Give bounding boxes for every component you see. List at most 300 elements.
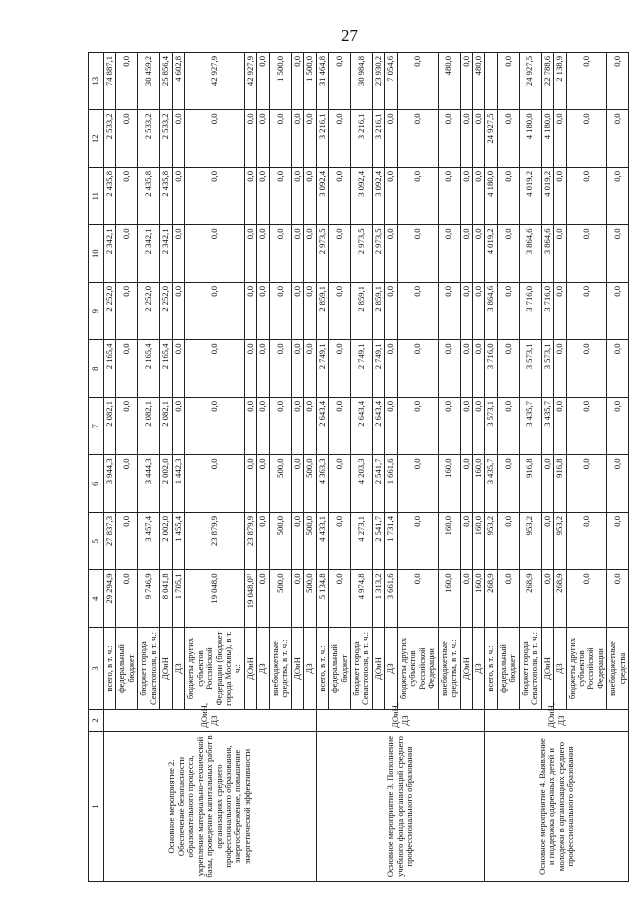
value-cell: 0,0 [116,53,138,111]
value-cell: 0,0 [172,225,184,283]
value-cell: 3 573,1 [519,340,541,398]
value-cell: 0,0 [497,110,519,168]
value-cell: 4 019,2 [485,225,497,283]
value-cell: 0,0 [291,110,303,168]
value-cell: 2 749,1 [316,340,328,398]
value-cell: 3 864,6 [519,225,541,283]
value-cell: 0,0 [497,455,519,513]
value-cell: 1 313,2 [372,570,384,628]
value-cell: 0,0 [185,283,245,341]
value-cell: 2 859,1 [372,283,384,341]
value-cell: 0,0 [460,110,472,168]
funding-source: федеральный бюджет [497,628,519,710]
value-cell: 0,0 [269,340,291,398]
value-cell: 31 464,8 [316,53,328,111]
value-cell: 29 294,9 [104,570,116,628]
value-cell: 1 731,4 [385,513,397,571]
value-cell: 0,0 [438,398,460,456]
value-cell: 0,0 [460,340,472,398]
value-cell: 0,0 [566,398,607,456]
value-cell: 0,0 [257,340,269,398]
value-cell: 0,0 [554,398,566,456]
value-cell: 0,0 [554,225,566,283]
value-cell: 0,0 [172,168,184,226]
value-cell: 160,0 [472,513,484,571]
value-cell: 2 541,7 [372,455,384,513]
value-cell: 500,0 [269,455,291,513]
value-cell: 0,0 [541,455,553,513]
value-cell: 8 041,8 [160,570,172,628]
value-cell: 0,0 [257,570,269,628]
value-cell: 0,0 [172,283,184,341]
funding-source: ДОиН [291,628,303,710]
value-cell: 0,0 [291,168,303,226]
value-cell: 268,9 [519,570,541,628]
value-cell: 1 500,0 [304,53,316,111]
value-cell: 0,0 [607,570,629,628]
table-row [104,53,116,882]
value-cell: 0,0 [460,398,472,456]
value-cell: 0,0 [244,225,256,283]
value-cell: 3 092,4 [316,168,328,226]
value-cell: 2 973,5 [316,225,328,283]
value-cell: 0,0 [257,283,269,341]
value-cell: 2 082,1 [160,398,172,456]
value-cell: 0,0 [607,168,629,226]
value-cell: 0,0 [397,225,438,283]
value-cell: 0,0 [472,110,484,168]
value-cell: 1 500,0 [269,53,291,111]
value-cell: 0,0 [497,168,519,226]
value-cell: 0,0 [541,570,553,628]
value-cell: 0,0 [566,455,607,513]
value-cell: 0,0 [329,570,351,628]
value-cell: 2 165,4 [160,340,172,398]
value-cell: 0,0 [304,225,316,283]
value-cell: 0,0 [385,110,397,168]
value-cell: 0,0 [566,283,607,341]
value-cell: 4 180,0 [519,110,541,168]
value-cell: 0,0 [257,225,269,283]
value-cell: 0,0 [397,110,438,168]
value-cell: 0,0 [566,53,607,111]
measure-name: Основное мероприятие 4. Выявление и поддержка одаренных детей и молодежи в организациях среднего профессионального образования [485,732,629,882]
value-cell: 3 661,6 [385,570,397,628]
value-cell: 27 837,3 [104,513,116,571]
value-cell: 4 602,8 [172,53,184,111]
column-header: 8 [89,340,104,398]
value-cell: 0,0 [269,225,291,283]
value-cell: 0,0 [566,168,607,226]
table-row [316,53,328,882]
value-cell: 0,0 [329,398,351,456]
value-cell: 0,0 [460,225,472,283]
value-cell: 9 746,9 [138,570,160,628]
value-cell: 0,0 [385,340,397,398]
funding-source: бюджеты других субъектов Российской Федерации [566,628,607,710]
value-cell: 0,0 [257,455,269,513]
empty-cell [485,53,497,111]
value-cell: 2 533,2 [138,110,160,168]
value-cell: 0,0 [116,570,138,628]
value-cell: 0,0 [116,110,138,168]
value-cell: 2 002,0 [160,513,172,571]
value-cell: 0,0 [185,398,245,456]
value-cell: 3 944,3 [104,455,116,513]
value-cell: 0,0 [185,110,245,168]
header-row [89,53,104,882]
funding-source: всего, в т. ч.: [316,628,328,710]
value-cell: 0,0 [185,455,245,513]
value-cell: 0,0 [244,168,256,226]
value-cell: 0,0 [244,398,256,456]
column-header: 11 [89,168,104,226]
value-cell: 42 927,9 [244,53,256,111]
value-cell: 916,8 [554,455,566,513]
value-cell: 5 134,8 [316,570,328,628]
value-cell: 480,0 [472,53,484,111]
value-cell: 0,0 [329,340,351,398]
funding-source: бюджеты других субъектов Российской Федерации [397,628,438,710]
funding-source: внебюджетные средства, в т. ч.: [269,628,291,710]
funding-source: ДОиН [244,628,256,710]
value-cell: 1 661,6 [385,455,397,513]
page-number: 27 [341,26,358,45]
value-cell: 0,0 [385,168,397,226]
value-cell: 0,0 [554,110,566,168]
value-cell: 23 879,9 [185,513,245,571]
value-cell: 0,0 [172,398,184,456]
value-cell: 0,0 [329,168,351,226]
value-cell: 7 054,6 [385,53,397,111]
column-header: 10 [89,225,104,283]
value-cell: 500,0 [304,570,316,628]
value-cell: 0,0 [269,398,291,456]
value-cell: 3 216,1 [350,110,372,168]
value-cell: 268,9 [485,570,497,628]
value-cell: 0,0 [116,283,138,341]
funding-source: бюджет города Севастополя, в т. ч.: [350,628,372,710]
value-cell: 0,0 [116,340,138,398]
value-cell: 24 927,5 [519,53,541,111]
funding-source: федеральный бюджет [116,628,138,710]
funding-source: бюджет города Севастополя, в т. ч.: [519,628,541,710]
value-cell: 0,0 [244,455,256,513]
funding-source: ДЗ [554,628,566,710]
value-cell: 3 864,6 [541,225,553,283]
column-header: 2 [89,710,104,732]
value-cell: 500,0 [304,513,316,571]
column-header: 13 [89,53,104,111]
value-cell: 2 859,1 [316,283,328,341]
value-cell: 0,0 [554,283,566,341]
value-cell: 3 435,7 [541,398,553,456]
value-cell: 0,0 [472,168,484,226]
value-cell: 0,0 [116,225,138,283]
value-cell: 0,0 [566,225,607,283]
funding-source: всего, в т. ч.: [485,628,497,710]
value-cell: 3 716,0 [541,283,553,341]
value-cell: 2 643,4 [350,398,372,456]
value-cell: 3 573,1 [485,398,497,456]
value-cell: 0,0 [397,455,438,513]
value-cell: 0,0 [438,340,460,398]
value-cell: 3 216,1 [316,110,328,168]
value-cell: 0,0 [397,340,438,398]
funding-source: федеральный бюджет [329,628,351,710]
value-cell: 2 749,1 [372,340,384,398]
value-cell: 0,0 [257,513,269,571]
funding-source: ДЗ [385,628,397,710]
value-cell: 0,0 [269,283,291,341]
value-cell: 0,0 [304,168,316,226]
value-cell: 0,0 [607,225,629,283]
value-cell: 0,0 [257,398,269,456]
column-header: 5 [89,513,104,571]
value-cell: 2 138,9 [554,53,566,111]
value-cell: 0,0 [291,455,303,513]
funding-source: ДЗ [257,628,269,710]
value-cell: 0,0 [497,225,519,283]
value-cell: 0,0 [566,513,607,571]
value-cell: 23 930,2 [372,53,384,111]
value-cell: 0,0 [397,168,438,226]
value-cell: 160,0 [472,455,484,513]
table-frame [88,52,627,882]
value-cell: 0,0 [472,283,484,341]
value-cell: 19 048,0 [185,570,245,628]
value-cell: 2 082,1 [138,398,160,456]
value-cell: 0,0 [291,225,303,283]
value-cell: 160,0 [438,570,460,628]
value-cell: 19 048,0¹⁾ [244,570,256,628]
value-cell: 3 092,4 [372,168,384,226]
value-cell: 24 927,5 [485,110,497,168]
value-cell: 953,2 [519,513,541,571]
value-cell: 0,0 [172,340,184,398]
value-cell: 0,0 [397,570,438,628]
value-cell: 4 974,8 [350,570,372,628]
value-cell: 2 749,1 [350,340,372,398]
value-cell: 4 180,0 [485,168,497,226]
funding-source: внебюджетные средства, в т. ч.: [438,628,460,710]
value-cell: 0,0 [291,570,303,628]
value-cell: 0,0 [172,110,184,168]
value-cell: 0,0 [397,398,438,456]
value-cell: 4 203,3 [350,455,372,513]
value-cell: 0,0 [497,513,519,571]
value-cell: 160,0 [438,455,460,513]
value-cell: 0,0 [116,398,138,456]
value-cell: 0,0 [460,283,472,341]
value-cell: 480,0 [438,53,460,111]
value-cell: 2 342,1 [160,225,172,283]
value-cell: 0,0 [244,283,256,341]
value-cell: 3 435,7 [485,455,497,513]
funding-source: ДОиН [541,628,553,710]
value-cell: 0,0 [185,225,245,283]
value-cell: 0,0 [397,53,438,111]
value-cell: 916,8 [519,455,541,513]
column-header: 7 [89,398,104,456]
value-cell: 30 984,8 [350,53,372,111]
value-cell: 0,0 [116,455,138,513]
executor: ДОиН, ДЗ [485,710,629,732]
funding-source: ДЗ [304,628,316,710]
value-cell: 0,0 [329,53,351,111]
value-cell: 2 541,7 [372,513,384,571]
budget-table [88,52,629,882]
value-cell: 30 459,2 [138,53,160,111]
value-cell: 0,0 [291,53,303,111]
value-cell: 3 457,4 [138,513,160,571]
value-cell: 22 788,6 [541,53,553,111]
value-cell: 2 973,5 [372,225,384,283]
value-cell: 0,0 [497,283,519,341]
value-cell: 0,0 [329,110,351,168]
value-cell: 0,0 [438,168,460,226]
value-cell: 0,0 [304,340,316,398]
value-cell: 0,0 [304,110,316,168]
column-header: 3 [89,628,104,710]
column-header: 4 [89,570,104,628]
value-cell: 0,0 [385,283,397,341]
value-cell: 3 435,7 [519,398,541,456]
value-cell: 0,0 [291,513,303,571]
value-cell: 3 573,1 [541,340,553,398]
value-cell: 0,0 [497,398,519,456]
value-cell: 2 973,5 [350,225,372,283]
funding-source: бюджет города Севастополя, в т. ч.: [138,628,160,710]
value-cell: 0,0 [438,283,460,341]
value-cell: 160,0 [472,570,484,628]
value-cell: 23 879,9 [244,513,256,571]
value-cell: 4 019,2 [519,168,541,226]
value-cell: 0,0 [304,398,316,456]
executor: ДОиН, ДЗ [316,710,485,732]
value-cell: 3 864,6 [485,283,497,341]
value-cell: 2 252,0 [104,283,116,341]
value-cell: 4 180,0 [541,110,553,168]
value-cell: 2 643,4 [316,398,328,456]
value-cell: 0,0 [607,53,629,111]
value-cell: 0,0 [607,513,629,571]
value-cell: 0,0 [329,225,351,283]
value-cell: 0,0 [566,570,607,628]
value-cell: 2 342,1 [104,225,116,283]
value-cell: 4 363,3 [316,455,328,513]
funding-source: ДЗ [172,628,184,710]
value-cell: 3 092,4 [350,168,372,226]
value-cell: 0,0 [460,570,472,628]
value-cell: 0,0 [185,340,245,398]
value-cell: 2 533,2 [160,110,172,168]
funding-source: бюджеты других субъектов Российской Федерации (бюджет города Москвы), в т. ч.: [185,628,245,710]
value-cell: 2 252,0 [160,283,172,341]
value-cell: 4 273,1 [350,513,372,571]
value-cell: 2 165,4 [104,340,116,398]
value-cell: 0,0 [385,398,397,456]
funding-source: ДЗ [472,628,484,710]
value-cell: 0,0 [566,340,607,398]
value-cell: 0,0 [497,570,519,628]
value-cell: 0,0 [185,168,245,226]
value-cell: 0,0 [607,455,629,513]
value-cell: 3 716,0 [519,283,541,341]
table-row [485,53,497,882]
value-cell: 74 887,1 [104,53,116,111]
value-cell: 1 455,4 [172,513,184,571]
value-cell: 0,0 [554,168,566,226]
value-cell: 0,0 [116,513,138,571]
value-cell: 0,0 [244,110,256,168]
value-cell: 953,2 [554,513,566,571]
value-cell: 0,0 [472,225,484,283]
value-cell: 0,0 [438,225,460,283]
value-cell: 0,0 [497,340,519,398]
value-cell: 0,0 [460,168,472,226]
value-cell: 0,0 [607,398,629,456]
value-cell: 2 082,1 [104,398,116,456]
value-cell: 0,0 [397,513,438,571]
value-cell: 4 433,1 [316,513,328,571]
value-cell: 2 533,2 [104,110,116,168]
measure-name: Основное мероприятие 3. Пополнение учебного фонда организаций среднего профессионального образования [316,732,485,882]
value-cell: 0,0 [329,455,351,513]
value-cell: 0,0 [566,110,607,168]
value-cell: 1 442,3 [172,455,184,513]
value-cell: 0,0 [257,53,269,111]
value-cell: 0,0 [541,513,553,571]
value-cell: 500,0 [269,570,291,628]
column-header: 1 [89,732,104,882]
value-cell: 0,0 [607,283,629,341]
value-cell: 0,0 [291,398,303,456]
value-cell: 0,0 [460,513,472,571]
value-cell: 0,0 [257,110,269,168]
value-cell: 0,0 [291,283,303,341]
value-cell: 3 716,0 [485,340,497,398]
value-cell: 25 856,4 [160,53,172,111]
value-cell: 0,0 [554,340,566,398]
value-cell: 500,0 [304,455,316,513]
funding-source: ДОиН [460,628,472,710]
funding-source: всего, в т. ч.: [104,628,116,710]
value-cell: 42 927,9 [185,53,245,111]
funding-source: ДОиН [372,628,384,710]
value-cell: 2 859,1 [350,283,372,341]
value-cell: 0,0 [269,168,291,226]
value-cell: 0,0 [607,110,629,168]
value-cell: 953,2 [485,513,497,571]
value-cell: 3 216,1 [372,110,384,168]
funding-source: внебюджетные средства [607,628,629,710]
value-cell: 0,0 [257,168,269,226]
measure-name: Основное мероприятие 2. Обеспечение безопасности образовательного процесса, укрепление материально-технической базы, проведение капитальных работ в организациях среднего профессионального образования, энергосбережение, повышение энергетической эффективности [104,732,317,882]
value-cell: 2 435,8 [104,168,116,226]
value-cell: 2 435,8 [138,168,160,226]
executor: ДОиН, ДЗ [104,710,317,732]
value-cell: 160,0 [438,513,460,571]
funding-source: ДОиН [160,628,172,710]
value-cell: 0,0 [304,283,316,341]
column-header: 12 [89,110,104,168]
value-cell: 2 342,1 [138,225,160,283]
rotated-table-container [88,52,627,882]
value-cell: 0,0 [438,110,460,168]
value-cell: 2 435,8 [160,168,172,226]
value-cell: 2 002,0 [160,455,172,513]
